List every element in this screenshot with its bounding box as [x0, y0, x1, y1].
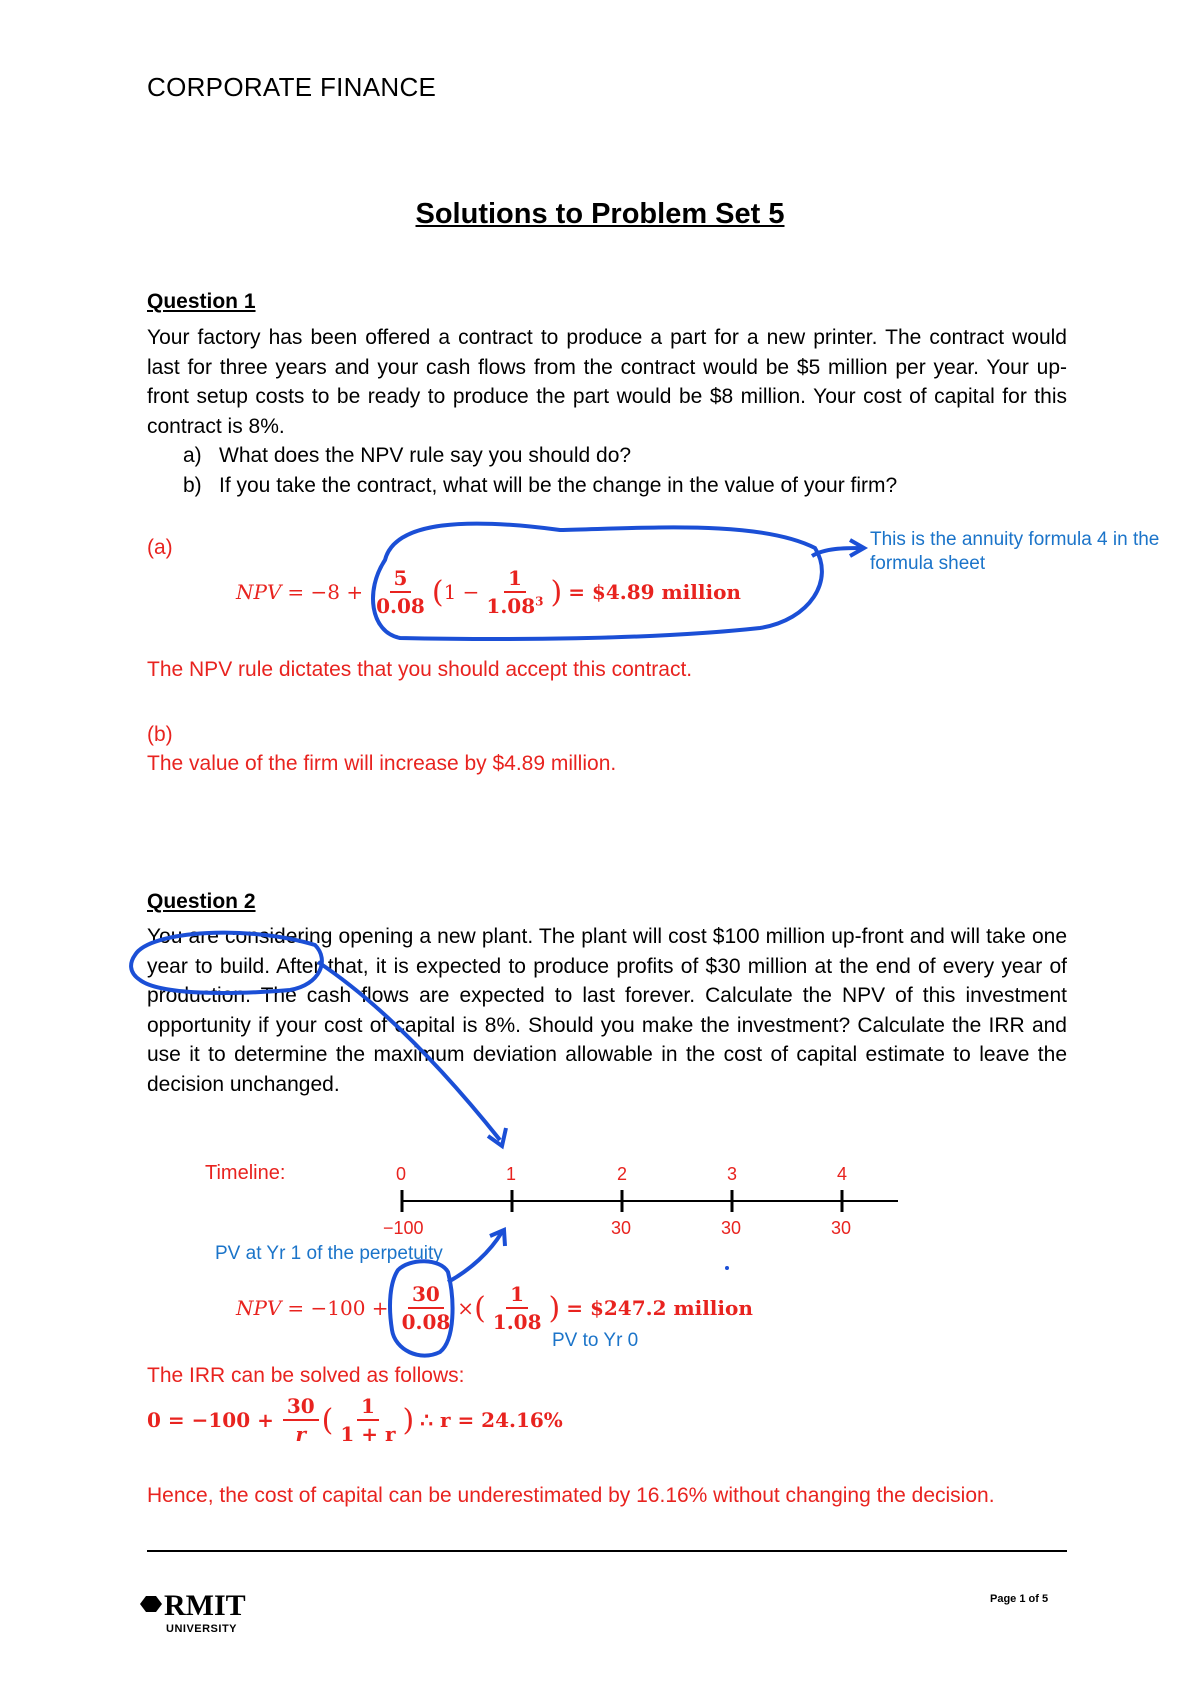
- answer-a: The NPV rule dictates that you should accept this contract.: [147, 658, 693, 681]
- conclusion: Hence, the cost of capital can be underestimated by 16.16% without changing the decision.: [147, 1484, 995, 1507]
- annuity-circle: [373, 524, 822, 639]
- question-1-text: Your factory has been offered a contract to produce a part for a new printer. The contract would last for three years and your cash flows from the contract would be $5 million per year. Your up-front setup costs to be ready to produce the part would be $8 million. Your cost of capital for this contract is 8%.: [147, 326, 1067, 438]
- perpetuity-circle: [390, 1261, 453, 1355]
- annuity-note: This is the annuity formula 4 in the formula sheet: [870, 529, 1160, 574]
- timeline-year-2: 2: [617, 1164, 628, 1184]
- blue-dot: [725, 1266, 729, 1270]
- timeline-label: Timeline:: [205, 1162, 286, 1184]
- timeline-year-3: 3: [727, 1164, 738, 1184]
- page-title: Solutions to Problem Set 5: [415, 198, 785, 230]
- part-b-label: (b): [147, 723, 173, 746]
- timeline-year-0: 0: [396, 1164, 407, 1184]
- question-2-text: You are considering opening a new plant. The plant will cost $100 million up-front and will take one year to build. After that, it is expected to produce profits of $30 million at the end of every year of production. The cash flows are expected to last forever. Calculate the NPV of this investment opportunity if your cost of capital is 8%. Should you make the investment? Calculate the IRR and use it to determine the maximum deviation allowable in the cost of capital estimate to leave the decision unchanged.: [147, 925, 1067, 1096]
- build-arrow: [318, 962, 500, 1140]
- part-a-label: (a): [147, 536, 173, 559]
- subquestion-a: a) What does the NPV rule say you should do?: [183, 444, 632, 467]
- page-number: Page 1 of 5: [990, 1593, 1049, 1605]
- answer-b: The value of the firm will increase by $4.89 million.: [147, 752, 617, 775]
- svg-text:RMIT: RMIT: [164, 1589, 246, 1622]
- timeline-flow-4: 30: [831, 1218, 852, 1238]
- npv-equation-q2: NPV = −100 + $\frac{30}{0.08}$ × ( $\frac{1}{1.08}$ ) = $247.2 million: [236, 1282, 753, 1334]
- perpetuity-arrow: [448, 1232, 502, 1282]
- question-1-heading: Question 1: [147, 290, 256, 313]
- npv-equation-q1: NPV = −8 + $\frac{5}{0.08}$ ( 1 − $\frac{1}{1.08^3}$ ) = $4.89 million: [236, 566, 741, 618]
- build-circle: [131, 933, 322, 993]
- timeline-flow-2: 30: [611, 1218, 632, 1238]
- timeline-flow-3: 30: [721, 1218, 742, 1238]
- course-header: CORPORATE FINANCE: [147, 72, 437, 102]
- timeline-year-1: 1: [506, 1164, 517, 1184]
- question-2-heading: Question 2: [147, 890, 256, 913]
- irr-intro: The IRR can be solved as follows:: [147, 1364, 465, 1387]
- timeline-year-4: 4: [837, 1164, 848, 1184]
- svg-text:UNIVERSITY: UNIVERSITY: [166, 1623, 238, 1635]
- timeline-flow-0: −100: [383, 1218, 424, 1238]
- subquestion-b: b) If you take the contract, what will be the change in the value of your firm?: [183, 473, 898, 497]
- perpetuity-note: PV at Yr 1 of the perpetuity: [215, 1243, 443, 1264]
- timeline-axis: [402, 1190, 898, 1212]
- irr-equation: 0 = −100 + $\frac{30}{r}$ ( $\frac{1}{1 + r}$ ) ∴ r = 24.16%: [147, 1394, 563, 1446]
- pv-to-year0-note: PV to Yr 0: [552, 1330, 639, 1351]
